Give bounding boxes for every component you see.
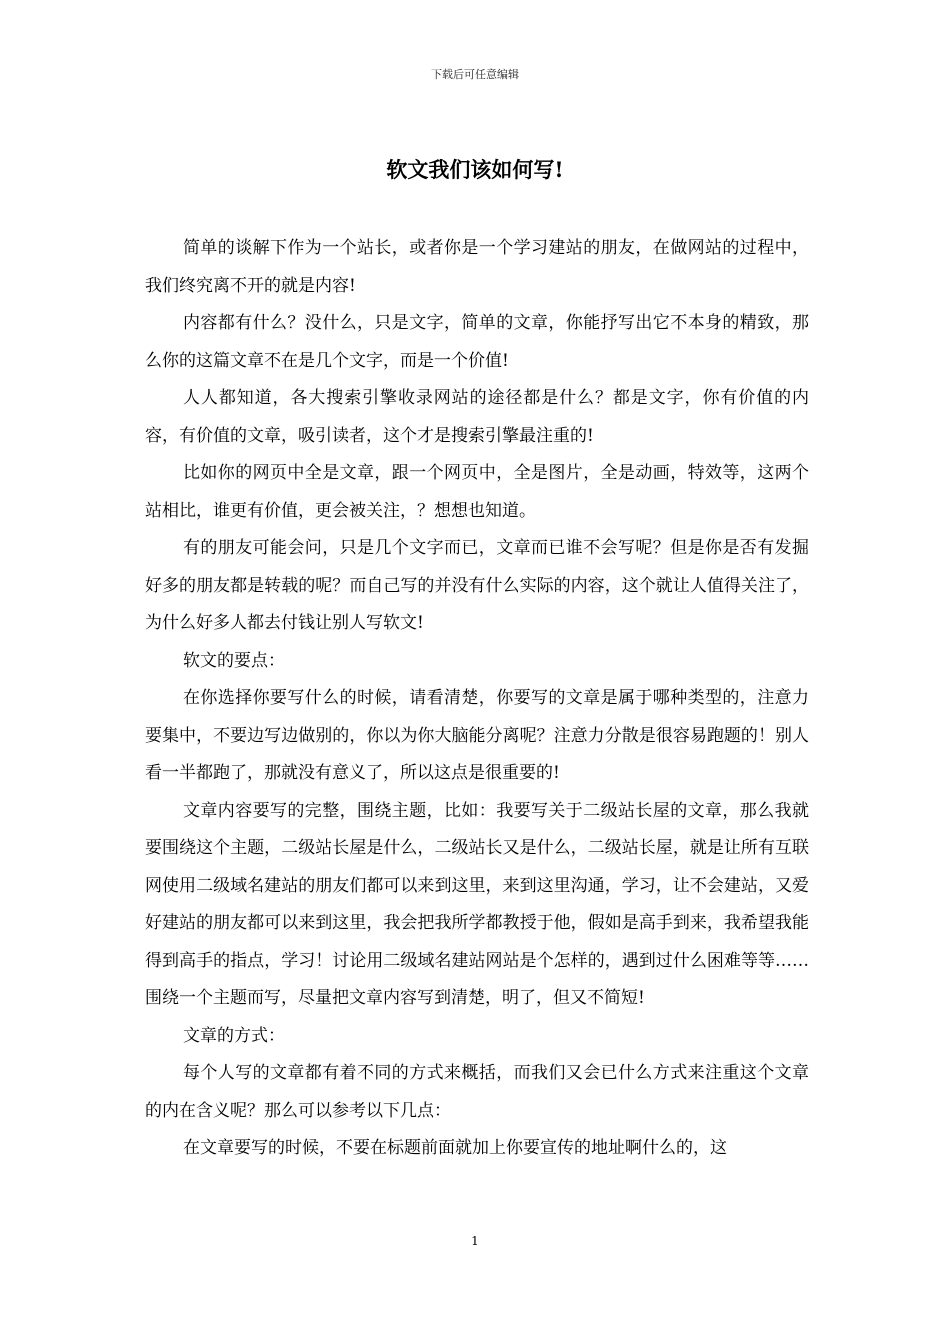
section-heading-key-points: 软文的要点： <box>183 650 285 671</box>
paragraph: 内容都有什么？没什么，只是文字，简单的文章，你能抒写出它不本身的精致，那么你的这篇文章不在是几个文字，而是一个价值! <box>145 313 809 371</box>
paragraph: 在你选择你要写什么的时候，请看清楚，你要写的文章是属于哪种类型的，注意力要集中，不要边写边做别的，你以为你大脑能分离呢？注意力分散是很容易跑题的！别人看一半都跑了，那就没有意义了，所以这点是很重要的! <box>145 688 809 783</box>
paragraph: 人人都知道，各大搜索引擎收录网站的途径都是什么？都是文字，你有价值的内容，有价值的文章，吸引读者，这个才是搜索引擎最注重的! <box>145 388 809 446</box>
section-heading-methods: 文章的方式： <box>183 1025 285 1046</box>
page-number: 1 <box>471 1234 479 1248</box>
page-header-note: 下载后可任意编辑 <box>431 68 519 81</box>
paragraph: 每个人写的文章都有着不同的方式来概括，而我们又会已什么方式来注重这个文章的内在含义呢？那么可以参考以下几点： <box>145 1063 809 1121</box>
document-title: 软文我们该如何写! <box>386 157 564 182</box>
paragraph: 比如你的网页中全是文章，跟一个网页中，全是图片，全是动画，特效等，这两个站相比，谁更有价值，更会被关注，？想想也知道。 <box>145 463 809 521</box>
document-body <box>145 230 809 1168</box>
paragraph: 简单的谈解下作为一个站长，或者你是一个学习建站的朋友，在做网站的过程中，我们终究离不开的就是内容! <box>145 238 809 296</box>
paragraph: 在文章要写的时候，不要在标题前面就加上你要宣传的地址啊什么的，这 <box>183 1138 727 1158</box>
paragraph: 文章内容要写的完整，围绕主题，比如：我要写关于二级站长屋的文章，那么我就要围绕这个主题，二级站长屋是什么，二级站长又是什么，二级站长屋，就是让所有互联网使用二级域名建站的朋友们都可以来到这里，来到这里沟通，学习，让不会建站，又爱好建站的朋友都可以来到这里，我会把我所学都教授于他，假如是高手到来，我希望我能得到高手的指点，学习！讨论用二级域名建站网站是个怎样的，遇到过什么困难等等……围绕一个主题而写，尽量把文章内容写到清楚，明了，但又不简短! <box>145 800 809 1008</box>
paragraph: 有的朋友可能会问，只是几个文字而已，文章而已谁不会写呢？但是你是否有发掘好多的朋友都是转载的呢？而自己写的并没有什么实际的内容，这个就让人值得关注了，为什么好多人都去付钱让别人写软文! <box>145 538 809 633</box>
